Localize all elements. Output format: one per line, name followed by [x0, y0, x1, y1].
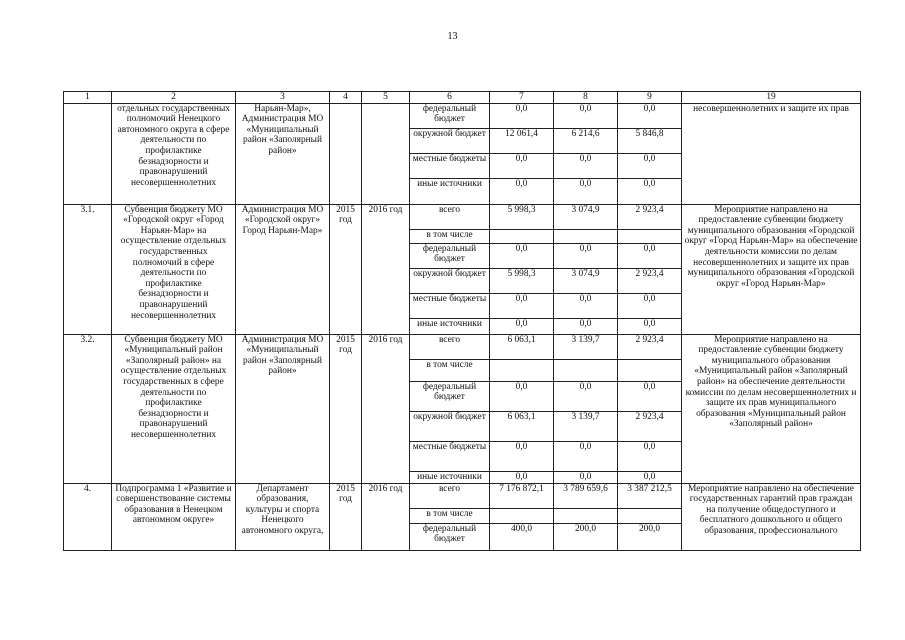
- value-col8: [554, 508, 618, 523]
- value-col9: 5 846,8: [618, 128, 682, 153]
- value-col8: 3 139,7: [554, 411, 618, 441]
- budget-table: [63, 91, 861, 551]
- value-col8: [554, 229, 618, 243]
- funding-source: в том числе: [410, 508, 490, 523]
- value-col7: 7 176 872,1: [490, 483, 554, 508]
- value-col8: 0,0: [554, 441, 618, 471]
- funding-source: в том числе: [410, 229, 490, 243]
- funding-source: окружной бюджет: [410, 411, 490, 441]
- value-col7: 5 998,3: [490, 268, 554, 293]
- col-header: 3: [236, 92, 330, 104]
- item-end-year: 2016 год: [362, 483, 410, 550]
- value-col7: 5 998,3: [490, 204, 554, 229]
- funding-source: федеральный бюджет: [410, 103, 490, 128]
- funding-source: федеральный бюджет: [410, 523, 490, 550]
- item-end-year: [362, 103, 410, 204]
- item-number: 3.1.: [64, 204, 112, 334]
- item-result: Мероприятие направлено на обеспечение государственных гарантий прав граждан на получение общедоступного и бесплатного дошкольного и общего образования, профессионального: [682, 483, 861, 550]
- value-col9: 3 387 212,5: [618, 483, 682, 508]
- item-start-year: [330, 103, 362, 204]
- col-header: 1: [64, 92, 112, 104]
- value-col7: 400,0: [490, 523, 554, 550]
- table-row: [64, 334, 861, 359]
- value-col9: 0,0: [618, 153, 682, 178]
- funding-source: федеральный бюджет: [410, 381, 490, 411]
- item-executor: Администрация МО «Городской округ» Город Нарьян-Мар»: [236, 204, 330, 334]
- value-col8: 3 789 659,6: [554, 483, 618, 508]
- table-body: [64, 92, 861, 551]
- value-col8: 0,0: [554, 318, 618, 334]
- col-header: 6: [410, 92, 490, 104]
- item-number: 3.2.: [64, 334, 112, 483]
- value-col7: [490, 359, 554, 381]
- funding-source: всего: [410, 204, 490, 229]
- item-executor: Департамент образования, культуры и спорта Ненецкого автономного округа,: [236, 483, 330, 550]
- item-result: Мероприятие направлено на предоставление субвенции бюджету муниципального образования «Муниципальный район «Заполярный район» на обеспечение деятельности комиссии по делам несовершеннолетних и защите их прав муниципального образования «Муниципальный район «Заполярный район»: [682, 334, 861, 483]
- value-col9: 0,0: [618, 471, 682, 483]
- col-header: 2: [112, 92, 236, 104]
- funding-source: местные бюджеты: [410, 293, 490, 318]
- value-col9: [618, 359, 682, 381]
- value-col7: 0,0: [490, 103, 554, 128]
- value-col8: 6 214,6: [554, 128, 618, 153]
- value-col7: 6 063,1: [490, 411, 554, 441]
- value-col8: 0,0: [554, 103, 618, 128]
- funding-source: окружной бюджет: [410, 128, 490, 153]
- value-col7: 0,0: [490, 178, 554, 204]
- value-col8: 0,0: [554, 243, 618, 268]
- item-executor: Нарьян-Мар», Администрация МО «Муниципальный район «Заполярный район»: [236, 103, 330, 204]
- value-col8: 0,0: [554, 293, 618, 318]
- table-row: [64, 483, 861, 508]
- funding-source: иные источники: [410, 178, 490, 204]
- col-header: 5: [362, 92, 410, 104]
- item-start-year: 2015 год: [330, 204, 362, 334]
- col-header: 7: [490, 92, 554, 104]
- item-end-year: 2016 год: [362, 334, 410, 483]
- value-col9: 200,0: [618, 523, 682, 550]
- value-col7: 0,0: [490, 318, 554, 334]
- value-col8: 0,0: [554, 153, 618, 178]
- funding-source: федеральный бюджет: [410, 243, 490, 268]
- value-col9: [618, 508, 682, 523]
- item-end-year: 2016 год: [362, 204, 410, 334]
- value-col7: 0,0: [490, 243, 554, 268]
- value-col8: 3 074,9: [554, 268, 618, 293]
- value-col9: 0,0: [618, 318, 682, 334]
- value-col9: 2 923,4: [618, 334, 682, 359]
- funding-source: иные источники: [410, 471, 490, 483]
- funding-source: в том числе: [410, 359, 490, 381]
- col-header: 9: [618, 92, 682, 104]
- value-col8: 200,0: [554, 523, 618, 550]
- value-col7: [490, 229, 554, 243]
- value-col7: 0,0: [490, 471, 554, 483]
- value-col8: [554, 359, 618, 381]
- funding-source: местные бюджеты: [410, 153, 490, 178]
- value-col9: 0,0: [618, 441, 682, 471]
- value-col8: 3 074,9: [554, 204, 618, 229]
- value-col9: 2 923,4: [618, 204, 682, 229]
- item-description: Субвенция бюджету МО «Муниципальный район «Заполярный район» на осуществление отдельных государственных в сфере деятельности по профилактике безнадзорности и правонарушений несовершеннолетних: [112, 334, 236, 483]
- item-start-year: 2015 год: [330, 483, 362, 550]
- funding-source: всего: [410, 483, 490, 508]
- value-col8: 0,0: [554, 381, 618, 411]
- item-result: Мероприятие направлено на предоставление субвенции бюджету муниципального образования «Городской округ «Город Нарьян-Мар» на обеспечение деятельности комиссии по делам несовершеннолетних и защите их прав муниципального образования «Городской округ «Город Нарьян-Мар»: [682, 204, 861, 334]
- value-col7: 0,0: [490, 441, 554, 471]
- value-col9: 2 923,4: [618, 268, 682, 293]
- item-description: Подпрограмма 1 «Развитие и совершенствование системы образования в Ненецком автономном округе»: [112, 483, 236, 550]
- value-col9: 0,0: [618, 243, 682, 268]
- col-header: 4: [330, 92, 362, 104]
- value-col7: 6 063,1: [490, 334, 554, 359]
- value-col8: 0,0: [554, 471, 618, 483]
- value-col9: 0,0: [618, 103, 682, 128]
- value-col9: [618, 229, 682, 243]
- table-row: [64, 204, 861, 229]
- funding-source: всего: [410, 334, 490, 359]
- value-col9: 2 923,4: [618, 411, 682, 441]
- value-col7: 0,0: [490, 381, 554, 411]
- value-col7: 0,0: [490, 293, 554, 318]
- item-description: Субвенция бюджету МО «Городской округ «Город Нарьян-Мар» на осуществление отдельных государственных полномочий в сфере деятельности по профилактике безнадзорности и правонарушений несовершеннолетних: [112, 204, 236, 334]
- value-col8: 0,0: [554, 178, 618, 204]
- item-number: 4.: [64, 483, 112, 550]
- col-header: 8: [554, 92, 618, 104]
- item-start-year: 2015 год: [330, 334, 362, 483]
- value-col7: 12 061,4: [490, 128, 554, 153]
- value-col7: [490, 508, 554, 523]
- item-number: [64, 103, 112, 204]
- page-number: 13: [447, 31, 458, 42]
- item-result: несовершеннолетних и защите их прав: [682, 103, 861, 204]
- value-col9: 0,0: [618, 381, 682, 411]
- item-executor: Администрация МО «Муниципальный район «Заполярный район»: [236, 334, 330, 483]
- value-col9: 0,0: [618, 178, 682, 204]
- value-col9: 0,0: [618, 293, 682, 318]
- col-header: 19: [682, 92, 861, 104]
- item-description: отдельных государственных полномочий Ненецкого автономного округа в сфере деятельности по профилактике безнадзорности и правонарушений несовершеннолетних: [112, 103, 236, 204]
- value-col8: 3 139,7: [554, 334, 618, 359]
- funding-source: иные источники: [410, 318, 490, 334]
- funding-source: окружной бюджет: [410, 268, 490, 293]
- funding-source: местные бюджеты: [410, 441, 490, 471]
- table-row: [64, 103, 861, 128]
- value-col7: 0,0: [490, 153, 554, 178]
- column-header-row: [64, 92, 861, 104]
